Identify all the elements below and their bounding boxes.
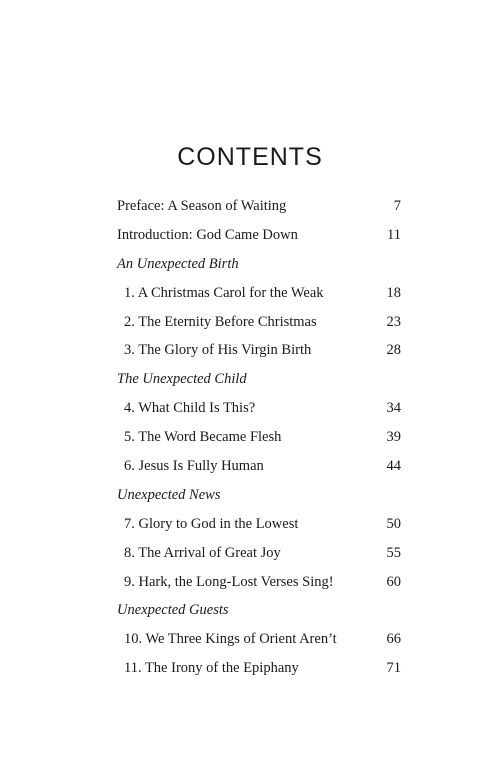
toc-section-unexpected-guests (117, 596, 401, 625)
toc-entry-title: 2. The Eternity Before Christmas (124, 313, 317, 330)
toc-entry-title: Preface: A Season of Waiting (117, 197, 287, 214)
toc-section-unexpected-birth (117, 250, 401, 279)
toc-entry-title: 1. A Christmas Carol for the Weak (124, 284, 324, 301)
toc-entry-page: 34 (386, 400, 401, 417)
toc-section-unexpected-news (117, 481, 401, 510)
toc-section-title: An Unexpected Birth (117, 255, 239, 272)
toc-entry-chapter-10 (117, 625, 401, 654)
toc-entry-chapter-1 (117, 279, 401, 308)
toc-entry-page: 71 (386, 660, 401, 677)
toc-entry-page: 11 (387, 226, 401, 243)
toc-section-title: The Unexpected Child (117, 371, 247, 388)
toc-entry-chapter-2 (117, 308, 401, 337)
toc-entry-title: 9. Hark, the Long-Lost Verses Sing! (124, 573, 334, 590)
toc-entry-page: 23 (386, 313, 401, 330)
toc-entry-title: 3. The Glory of His Virgin Birth (124, 342, 312, 359)
toc-entry-title: 4. What Child Is This? (124, 400, 256, 417)
toc-entry-chapter-3 (117, 336, 401, 365)
toc-entry-chapter-7 (117, 510, 401, 539)
page-title: CONTENTS (177, 142, 323, 171)
toc-entry-chapter-9 (117, 568, 401, 597)
toc-section-unexpected-child (117, 365, 401, 394)
toc-entry-title: 5. The Word Became Flesh (124, 429, 282, 446)
toc-entry-page: 28 (386, 342, 401, 359)
toc-entry-page: 7 (393, 197, 401, 214)
toc-entry-title: 10. We Three Kings of Orient Aren’t (124, 631, 337, 648)
toc-entry-title: 8. The Arrival of Great Joy (124, 544, 281, 561)
toc-entry-introduction (117, 221, 401, 250)
toc-entry-title: 6. Jesus Is Fully Human (124, 457, 264, 474)
toc-entry-page: 55 (386, 544, 401, 561)
toc-entry-chapter-4 (117, 394, 401, 423)
toc-entry-page: 39 (386, 429, 401, 446)
toc-entry-title: 11. The Irony of the Epiphany (124, 660, 299, 677)
toc-entry-page: 18 (386, 284, 401, 301)
toc-entry-page: 60 (386, 573, 401, 590)
toc-entry-page: 50 (386, 515, 401, 532)
toc-entry-preface (117, 192, 401, 221)
toc-entry-page: 44 (386, 457, 401, 474)
toc-entry-title: 7. Glory to God in the Lowest (124, 515, 299, 532)
toc-section-title: Unexpected News (117, 486, 221, 503)
table-of-contents (117, 192, 401, 683)
toc-section-title: Unexpected Guests (117, 602, 229, 619)
toc-entry-chapter-5 (117, 423, 401, 452)
toc-entry-page: 66 (386, 631, 401, 648)
toc-entry-title: Introduction: God Came Down (117, 226, 298, 243)
toc-entry-chapter-8 (117, 539, 401, 568)
toc-entry-chapter-11 (117, 654, 401, 683)
toc-entry-chapter-6 (117, 452, 401, 481)
